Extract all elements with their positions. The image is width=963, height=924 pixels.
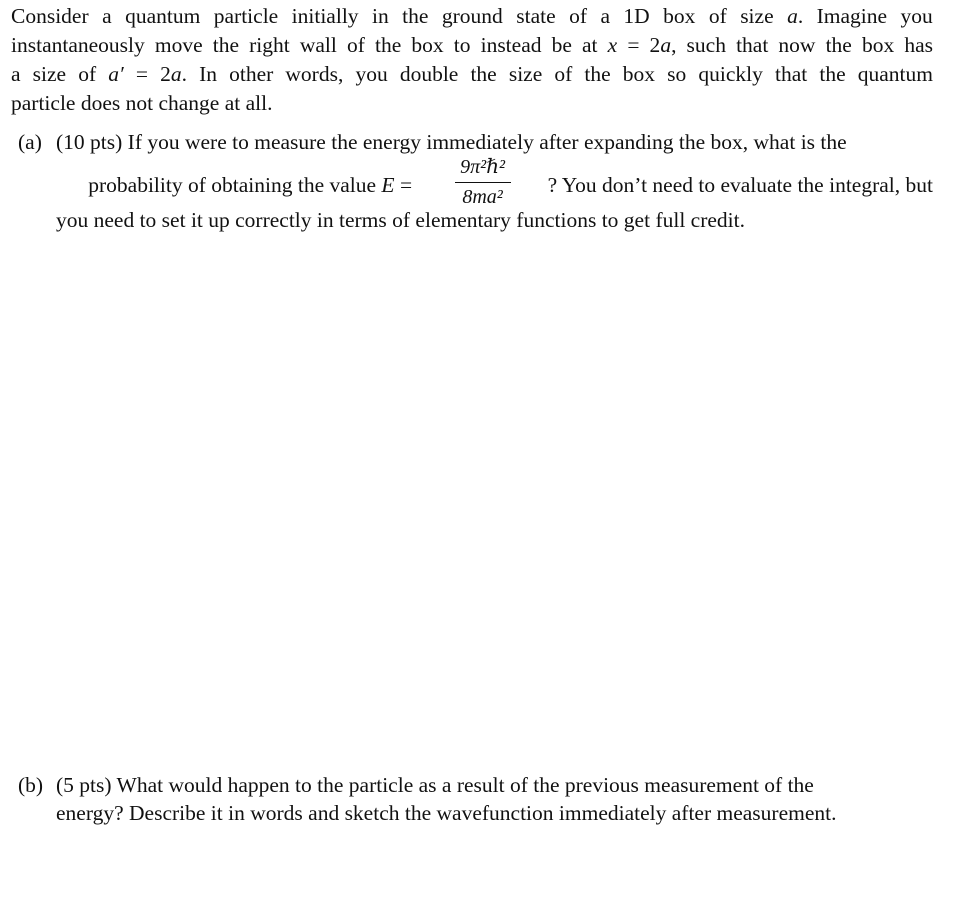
math-a-prime: a′: [108, 62, 124, 86]
fraction-bar: [455, 182, 511, 183]
intro-line-2: [11, 31, 933, 60]
part-a-text: ? You don’t need to evaluate the integral, but: [547, 172, 933, 197]
equals-sign: =: [394, 172, 418, 197]
intro-line-1: [11, 2, 933, 31]
intro-text: instantaneously move the right wall of the box to instead be at: [11, 33, 608, 57]
intro-text: . In other words, you double the size of the box so quickly that the quantum: [181, 62, 933, 86]
intro-word: of: [708, 4, 727, 28]
intro-word: Imagine: [816, 4, 888, 28]
intro-word: quantum: [125, 4, 201, 28]
intro-word: the: [402, 4, 429, 28]
intro-word: 1D: [623, 4, 650, 28]
problem-intro: [11, 2, 933, 118]
intro-word: a: [600, 4, 610, 28]
fraction-numerator: 9π²ℏ²: [460, 156, 506, 178]
part-a-line-2: [56, 156, 933, 208]
part-a-label: (a): [18, 130, 42, 154]
intro-text: = 2: [123, 62, 171, 86]
intro-word: particle: [213, 4, 279, 28]
fraction-denominator: 8ma²: [462, 186, 503, 208]
intro-line-3: [11, 60, 933, 89]
intro-line-4: particle does not change at all.: [11, 91, 273, 115]
part-a-line-3: you need to set it up correctly in terms of elementary functions to get full credit.: [56, 208, 745, 232]
intro-word: a.: [787, 4, 804, 28]
part-a-text: probability of obtaining the value: [88, 172, 382, 197]
intro-word: a: [102, 4, 112, 28]
part-b-line-2: energy? Describe it in words and sketch the wavefunction immediately after measurement.: [56, 801, 837, 825]
intro-word: size: [740, 4, 774, 28]
intro-word: in: [371, 4, 389, 28]
intro-word: Consider: [11, 4, 89, 28]
math-a: a: [170, 62, 182, 86]
part-a-line-1: (10 pts) If you were to measure the energy immediately after expanding the box, what is the: [56, 130, 847, 154]
intro-word: state: [516, 4, 556, 28]
math-x: x: [607, 33, 618, 57]
intro-word: you: [900, 4, 933, 28]
intro-word: box: [663, 4, 696, 28]
intro-text: a size of: [11, 62, 109, 86]
energy-fraction: [453, 156, 513, 208]
intro-word: ground: [441, 4, 503, 28]
math-E: E: [381, 172, 395, 197]
part-b-label: (b): [18, 773, 44, 797]
intro-word: of: [569, 4, 587, 28]
part-b-line-1: (5 pts) What would happen to the particle as a result of the previous measurement of the: [56, 773, 814, 797]
intro-word: initially: [291, 4, 359, 28]
intro-text: , such that now the box has: [671, 33, 933, 57]
intro-text: = 2: [617, 33, 661, 57]
math-a: a: [660, 33, 672, 57]
